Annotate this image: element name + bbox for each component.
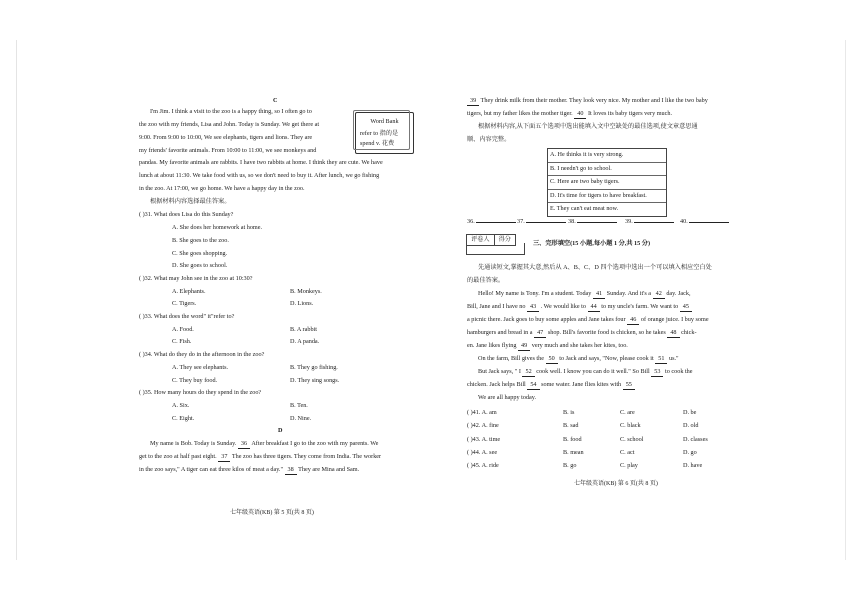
option: D. be	[683, 409, 697, 416]
cloze-line	[478, 355, 679, 364]
cloze-question-43: ( )43. A. time	[467, 436, 501, 443]
passage-text: in the zoo says," A tiger can eat three kilos of meat a day."	[139, 466, 283, 473]
word-bank-title: Word Bank	[370, 118, 399, 125]
blank-48: 48	[667, 329, 679, 338]
answer-blank[interactable]	[634, 222, 674, 223]
question-32: ( )32. What may John see in the zoo at 10:30?	[139, 275, 253, 282]
cloze-question-42: ( )42. A. fine	[467, 422, 499, 429]
option: B. Monkeys.	[290, 288, 322, 295]
cloze-line	[467, 303, 692, 312]
passage-d-line	[139, 453, 381, 462]
blank-50: 50	[546, 355, 558, 364]
passage-c-line: in the zoo. At 17:00, we go home. We have a happy day in the zoo.	[139, 185, 305, 192]
passage-c-line: I'm Jim. I think a visit to the zoo is a happy thing, so I often go to	[150, 108, 312, 115]
passage-c-line: 9:00. From 9:00 to 10:00, We see elephants, tigers and lions. They are	[139, 134, 313, 141]
cloze-text: some water. Jane flies kites with	[541, 381, 622, 388]
cloze-text: shop. Bill's favorite food is chicken, so he takes	[547, 329, 666, 336]
cloze-line	[467, 316, 709, 325]
answer-blank[interactable]	[577, 222, 617, 223]
answer-label: 40.	[680, 218, 688, 225]
option: D. They sing songs.	[290, 377, 340, 384]
choice-e: E. They can't eat meat now.	[550, 205, 619, 212]
passage-text: The zoo has three tigers. They come from India. The worker	[231, 453, 382, 460]
instruction-c: 根据材料内容选择最佳答案。	[150, 198, 231, 205]
instruction-d: 根据材料内容,从下面五个选项中选出能填入文中空缺处的最佳选项,使文章意思通	[478, 123, 698, 130]
option: B. They go fishing.	[290, 364, 338, 371]
instruction-d: 顺、内容完整。	[467, 136, 511, 143]
option: D. go	[683, 449, 697, 456]
question-31: ( )31. What does Lisa do this Sunday?	[139, 211, 234, 218]
choice-b: B. I needn't go to school.	[548, 163, 666, 177]
blank-51: 51	[655, 355, 667, 364]
cloze-text: to my uncle's farm. We want to	[601, 303, 679, 310]
option: D. classes	[683, 436, 708, 443]
choice-c: C. Here are two baby tigers.	[548, 176, 666, 190]
cloze-line	[467, 342, 628, 351]
option: C. Eight.	[172, 415, 195, 422]
answer-blank[interactable]	[476, 222, 516, 223]
option: B. is	[563, 409, 575, 416]
passage-c-line: the zoo with my friends, Lisa and John. Today is Sunday. We get there at	[139, 121, 320, 128]
cloze-text: chicken. Jack helps Bill	[467, 381, 526, 388]
option: B. mean	[563, 449, 584, 456]
option: C. She goes shopping.	[172, 250, 228, 257]
score-label: 得分	[498, 236, 511, 243]
cloze-line: We are all happy today.	[478, 394, 537, 401]
cloze-text: Sunday. And it's a	[606, 290, 652, 297]
section-d-title: D	[278, 427, 283, 434]
passage-text: After breakfast I go to the zoo with my parents. We	[251, 440, 379, 447]
cloze-text: to cook the	[665, 368, 693, 375]
cloze-line	[478, 368, 693, 377]
option: D. have	[683, 462, 703, 469]
cloze-text: cook well. I know you can do it well." So Bill	[536, 368, 650, 375]
cloze-line	[467, 329, 697, 338]
cloze-text: But Jack says, " I	[478, 368, 521, 375]
option: B. food	[563, 436, 582, 443]
option: A. Elephants.	[172, 288, 206, 295]
answer-line	[467, 218, 516, 226]
answer-label: 36.	[467, 218, 475, 225]
option: C. act	[620, 449, 635, 456]
page-footer-left: 七年级英语(KB) 第 5 页(共 8 页)	[230, 510, 314, 516]
passage-text: They drink milk from their mother. They look very nice. My mother and I like the two baby	[480, 97, 708, 104]
passage-text: tigers, but my father likes the mother tiger.	[467, 110, 573, 117]
option: D. Nine.	[290, 415, 312, 422]
blank-45: 45	[680, 303, 692, 312]
blank-37: 37	[218, 453, 230, 462]
page-footer-right: 七年级英语(KB) 第 6 页(共 8 页)	[574, 481, 658, 487]
blank-41: 41	[593, 290, 605, 299]
option: C. Fish.	[172, 338, 192, 345]
option: A. She does her homework at home.	[172, 224, 263, 231]
cloze-text: Bill, Jane and I have no	[467, 303, 526, 310]
cloze-text: a picnic there. Jack goes to buy some apples and Jane takes four	[467, 316, 626, 323]
passage-c-line: lunch at about 11:30. We take food with us, so we don't need to buy it. After lunch, we go fishing	[139, 172, 380, 179]
cloze-instruction: 先通读短文,掌握其大意,然后从 A、B、C、D 四个选项中选出一个可以填入相应空白处	[478, 264, 712, 271]
answer-label: 39.	[625, 218, 633, 225]
option: D. old	[683, 422, 699, 429]
question-33: ( )33. What does the word" it"refer to?	[139, 313, 235, 320]
cloze-question-45: ( )45. A. ride	[467, 462, 499, 469]
blank-54: 54	[527, 381, 539, 390]
blank-52: 52	[522, 368, 534, 377]
option: B. sad	[563, 422, 579, 429]
blank-43: 43	[527, 303, 539, 312]
score-box-row	[466, 243, 525, 255]
cloze-text: en. Jane likes flying	[467, 342, 517, 349]
word-bank-box	[355, 112, 414, 154]
blank-53: 53	[651, 368, 663, 377]
blank-44: 44	[588, 303, 600, 312]
cloze-text: On the farm, Bill gives the	[478, 355, 544, 362]
passage-d-cont-line	[467, 97, 708, 106]
answer-line	[625, 218, 674, 226]
choice-d: D. It's time for tigers to have breakfast.	[548, 190, 666, 204]
passage-d-line	[150, 440, 378, 449]
cloze-text: to Jack and says, "Now, please cook it	[559, 355, 654, 362]
option: D. She goes to school.	[172, 262, 228, 269]
option: A. Food.	[172, 326, 194, 333]
passage-text: It loves its baby tigers very much.	[587, 110, 672, 117]
option: D. Lions.	[290, 300, 314, 307]
scan-edge-left	[16, 40, 17, 560]
section-3-title: 三、完形填空(15 小题,每小题 1 分,共 15 分)	[533, 240, 651, 247]
cloze-line	[478, 290, 691, 299]
question-35: ( )35. How many hours do they spend in the zoo?	[139, 389, 262, 396]
option: A. Six.	[172, 402, 190, 409]
cloze-question-41: ( )41. A. am	[467, 409, 497, 416]
option: B. Ten.	[290, 402, 308, 409]
passage-d-line	[139, 466, 359, 475]
cloze-text: very much and she takes her kites, too.	[531, 342, 628, 349]
cloze-text: Hello! My name is Tony. I'm a student. Today	[478, 290, 592, 297]
blank-36: 36	[238, 440, 250, 449]
question-34: ( )34. What do they do in the afternoon in the zoo?	[139, 351, 265, 358]
option: D. A panda.	[290, 338, 320, 345]
blank-46: 46	[627, 316, 639, 325]
answer-blank[interactable]	[526, 222, 566, 223]
choice-a: A. He thinks it is very strong.	[548, 149, 666, 163]
answer-line	[568, 218, 617, 226]
answer-line	[680, 218, 729, 226]
blank-39: 39	[467, 97, 479, 106]
cloze-line	[467, 381, 635, 390]
option: C. They buy food.	[172, 377, 218, 384]
scan-edge-right	[845, 40, 846, 560]
passage-text: They are Mina and Sam.	[298, 466, 360, 473]
answer-blank[interactable]	[689, 222, 729, 223]
word-bank-entry: spend v. 花费	[360, 140, 395, 147]
cloze-text: us."	[668, 355, 679, 362]
section-c-title: C	[273, 97, 278, 104]
cloze-instruction: 的最佳答案。	[467, 277, 505, 284]
option: C. Tigers.	[172, 300, 197, 307]
cloze-text: of orange juice. I buy some	[640, 316, 709, 323]
passage-c-line: pandas. My favorite animals are rabbits. I have two rabbits at home. I think they are cute. We have	[139, 159, 383, 166]
option: B. A rabbit	[290, 326, 317, 333]
passage-text: get to the zoo at half past eight.	[139, 453, 217, 460]
cloze-text: . We would like to	[540, 303, 586, 310]
word-bank-entry: refer to 指的是	[360, 130, 399, 137]
option: C. are	[620, 409, 635, 416]
option: B. go	[563, 462, 577, 469]
passage-d-cont-line	[467, 110, 672, 119]
option: C. school	[620, 436, 644, 443]
cloze-question-44: ( )44. A. see	[467, 449, 498, 456]
blank-55: 55	[623, 381, 635, 390]
option: A. They see elephants.	[172, 364, 229, 371]
blank-47: 47	[534, 329, 546, 338]
cloze-text: day. Jack,	[666, 290, 691, 297]
passage-text: My name is Bob. Today is Sunday.	[150, 440, 237, 447]
answer-label: 37.	[517, 218, 525, 225]
passage-c-line: my friends' favorite animals. From 10:00 to 11:00, we see monkeys and	[139, 147, 317, 154]
grader-label: 评卷人	[467, 235, 495, 245]
answer-line	[517, 218, 566, 226]
blank-38: 38	[285, 466, 297, 475]
option: B. She goes to the zoo.	[172, 237, 229, 244]
blank-42: 42	[653, 290, 665, 299]
choices-box	[547, 148, 667, 217]
option: C. play	[620, 462, 638, 469]
option: C. black	[620, 422, 641, 429]
blank-49: 49	[518, 342, 530, 351]
answer-label: 38.	[568, 218, 576, 225]
cloze-text: hamburgers and bread in a	[467, 329, 533, 336]
cloze-text: chick-	[681, 329, 697, 336]
blank-40: 40	[574, 110, 586, 119]
